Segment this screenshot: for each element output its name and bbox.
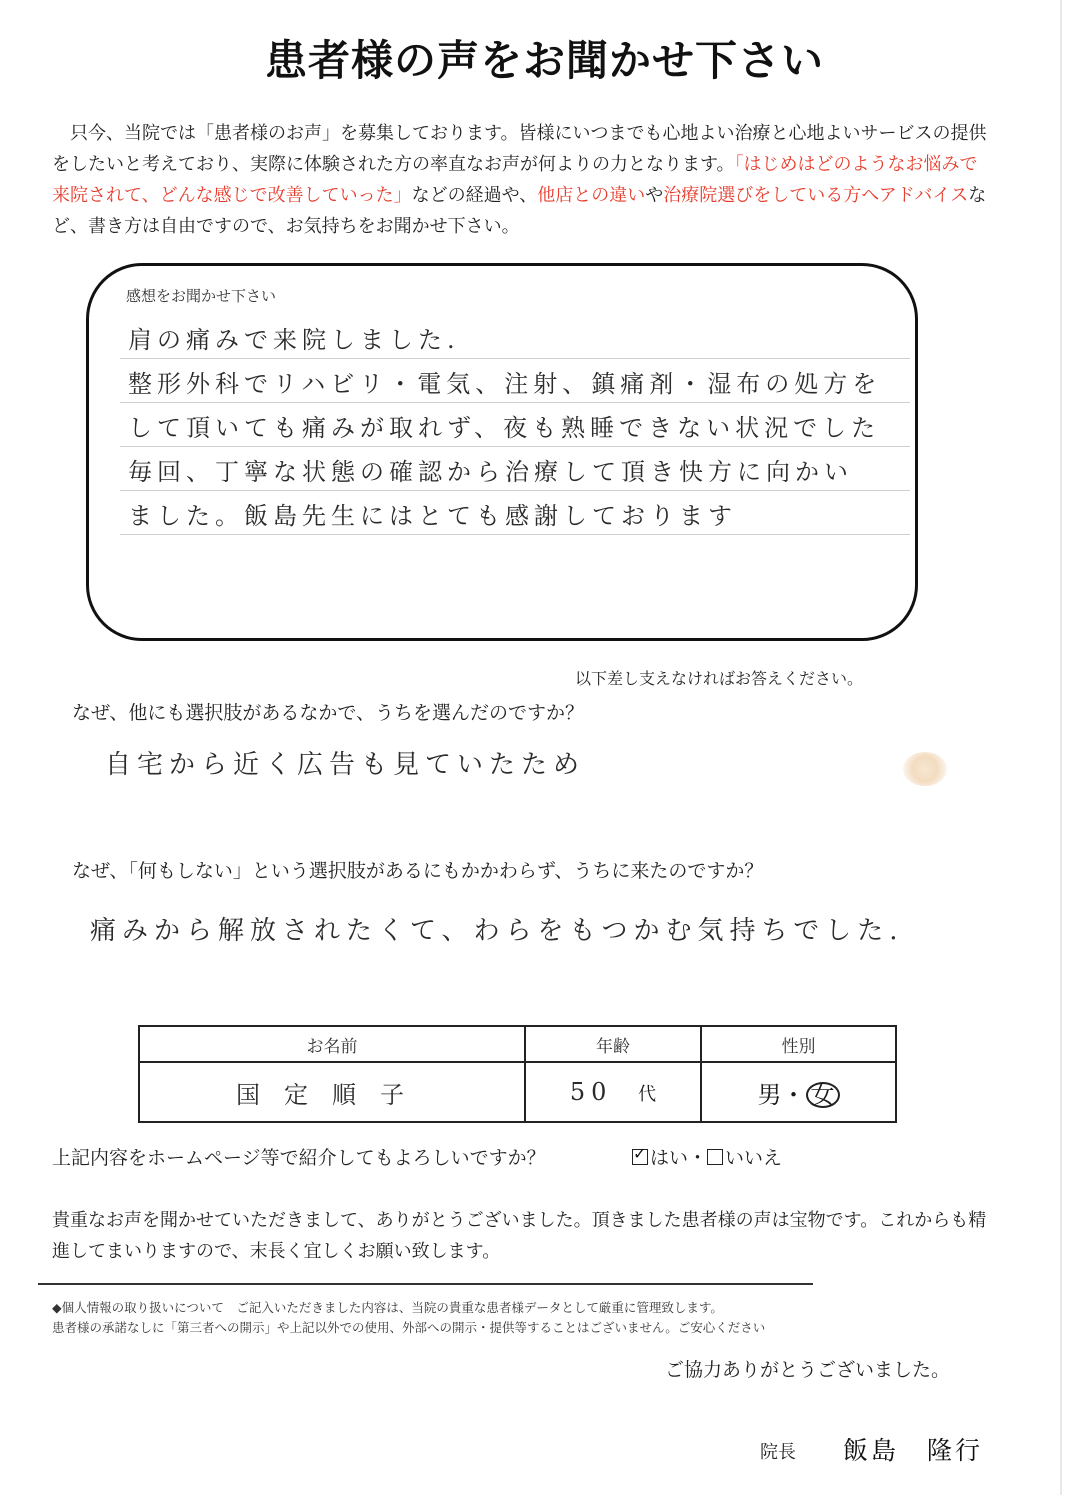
age-value: 50 [569, 1078, 613, 1106]
name-value: 国定順子 [139, 1062, 525, 1122]
consent-question: 上記内容をホームページ等で紹介してもよろしいですか？ [52, 1147, 546, 1169]
impression-line: ました。飯島先生にはとても感謝しております [128, 502, 737, 530]
privacy-line: ◆個人情報の取り扱いについて ご記入いただきました内容は、当院の貴重な患者様データとして厳重に管理致します。 [52, 1300, 723, 1315]
gender-separator: ・ [781, 1080, 806, 1109]
question-1: なぜ、他にも選択肢があるなかで、うちを選んだのですか？ [72, 702, 585, 724]
optional-note: 以下差し支えなければお答えください。 [575, 669, 864, 688]
signature-name: 飯島 隆行 [843, 1436, 984, 1465]
paper-stain [903, 752, 947, 786]
gender-male: 男 [757, 1080, 782, 1109]
intro-text-2: などの経過や、 [411, 185, 538, 206]
privacy-notice [52, 1298, 952, 1338]
signature-role: 院長 [760, 1442, 796, 1463]
patient-info-table [138, 1025, 897, 1123]
impression-line: して頂いても痛みが取れず、夜も熟睡できない状況でした [128, 414, 881, 442]
intro-highlight-2: 他店との違い [537, 185, 646, 206]
intro-text-3: や [645, 185, 664, 206]
impression-line: 肩の痛みで来院しました. [128, 326, 460, 354]
consent-no-checkbox[interactable] [707, 1149, 723, 1165]
name-header: お名前 [139, 1026, 525, 1062]
gender-cell [701, 1062, 896, 1122]
age-header: 年齢 [525, 1026, 701, 1062]
consent-separator: ・ [688, 1147, 708, 1169]
impression-label: 感想をお聞かせ下さい [126, 287, 277, 305]
closing-message: ご協力ありがとうございました。 [665, 1359, 951, 1381]
consent-yes-label: はい [650, 1147, 689, 1169]
age-unit: 代 [638, 1084, 657, 1105]
intro-paragraph [52, 118, 992, 242]
gender-female-circled: 女 [806, 1082, 840, 1108]
scan-edge [1060, 0, 1062, 1495]
impression-line: 整形外科でリハビリ・電気、注射、鎮痛剤・湿布の処方を [128, 370, 882, 398]
page-title: 患者様の声をお聞かせ下さい [264, 36, 824, 85]
intro-text-4: など、書き方は自由ですので、お気持ちをお聞かせ下さい。 [52, 185, 987, 237]
thanks-paragraph: 貴重なお声を聞かせていただきまして、ありがとうございました。頂きました患者様の声は宝物です。これからも精進してまいりますので、末長く宜しくお願い致します。 [52, 1210, 987, 1262]
consent-options [632, 1143, 782, 1170]
consent-no-label: いいえ [725, 1147, 783, 1169]
intro-text-1: 只今、当院では「患者様のお声」を募集しております。皆様にいつまでも心地よい治療と心地よいサービスの提供をしたいと考えており、実際に体験された方の率直なお声が何よりの力となります。 [52, 123, 987, 175]
intro-highlight-1: 「はじめはどのようなお悩みで来院されて、どんな感じで改善していった」 [52, 154, 978, 206]
impression-handwriting [128, 318, 908, 538]
privacy-line: 患者様の承諾なしに「第三者への開示」や上記以外での使用、外部への開示・提供等することはございません。ご安心ください [52, 1320, 766, 1335]
intro-highlight-3: 治療院選びをしている方へアドバイス [663, 185, 969, 206]
divider [38, 1283, 813, 1285]
question-2: なぜ、「何もしない」という選択肢があるにもかかわらず、うちに来たのですか？ [72, 860, 764, 882]
answer-1: 自宅から近く広告も見ていたため [105, 750, 586, 780]
impression-line: 毎回、丁寧な状態の確認から治療して頂き快方に向かい [128, 458, 853, 486]
consent-yes-checkbox[interactable] [632, 1149, 648, 1165]
gender-header: 性別 [701, 1026, 896, 1062]
age-cell [525, 1062, 701, 1122]
answer-2: 痛みから解放されたくて、わらをもつかむ気持ちでした. [90, 916, 904, 946]
